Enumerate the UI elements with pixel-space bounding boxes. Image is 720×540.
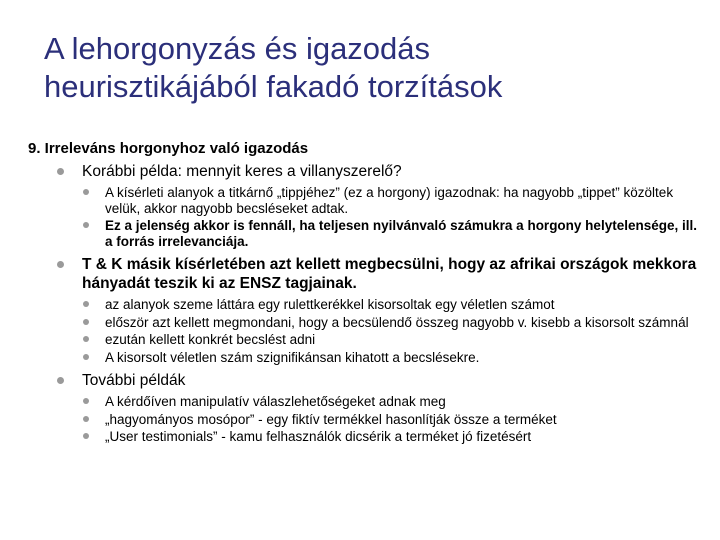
sub-bullet-text: „hagyományos mosópor” - egy fiktív termékkel hasonlítják össze a terméket — [105, 411, 557, 427]
sub-bullet-item — [28, 185, 708, 216]
bullet-item — [28, 162, 708, 181]
sub-bullet-item — [28, 429, 708, 445]
sub-list — [28, 297, 708, 365]
sub-bullet-text: ezután kellett konkrét becslést adni — [105, 332, 316, 347]
bullet-text: T & K másik kísérletében azt kellett megbecsülni, hogy az afrikai országok mekkora hányadát teszik ki az ENSZ tagjainak. — [82, 256, 697, 292]
bullet-icon — [83, 433, 89, 439]
sub-bullet-text: „User testimonials” - kamu felhasználók dicsérik a terméket jó fizetésért — [105, 429, 532, 444]
sub-bullet-text: A kérdőíven manipulatív válaszlehetőségeket adnak meg — [105, 394, 446, 409]
sub-bullet-item — [28, 394, 708, 410]
sub-bullet-item — [28, 315, 708, 331]
sub-list — [28, 185, 708, 249]
slide-title-line-2: heurisztikájából fakadó torzítások — [44, 69, 503, 104]
bullet-icon — [83, 336, 89, 342]
sub-bullet-item — [28, 350, 708, 366]
slide-title-line-1: A lehorgonyzás és igazodás — [44, 31, 431, 66]
slide-title — [44, 30, 704, 106]
section-heading: 9. Irreleváns horgonyhoz való igazodás — [28, 140, 309, 157]
sub-bullet-text: A kísérleti alanyok a titkárnő „tippjéhez” (ez a horgony) igazodnak: ha nagyobb „tippet” közöltek velük, akkor nagyobb becsléseket adtak. — [105, 185, 674, 216]
sub-bullet-item — [28, 332, 708, 348]
bullet-icon — [83, 416, 89, 422]
bullet-icon — [57, 261, 64, 268]
sub-bullet-text: Ez a jelenség akkor is fennáll, ha teljesen nyilvánvaló számukra a horgony helytelensége, ill. a forrás irrelevanciája. — [105, 218, 697, 249]
bullet-item — [28, 371, 708, 390]
sub-bullet-item — [28, 218, 708, 249]
slide-body — [28, 139, 708, 451]
bullet-icon — [57, 377, 64, 384]
bullet-text: Korábbi példa: mennyit keres a villanyszerelő? — [82, 163, 402, 180]
sub-list — [28, 394, 708, 445]
bullet-icon — [57, 168, 64, 175]
bullet-icon — [83, 189, 89, 195]
bullet-icon — [83, 354, 89, 360]
sub-bullet-text: A kisorsolt véletlen szám szignifikánsan kihatott a becslésekre. — [105, 349, 480, 365]
bullet-icon — [83, 319, 89, 325]
sub-bullet-item — [28, 412, 708, 428]
sub-bullet-text: először azt kellett megmondani, hogy a becsülendő összeg nagyobb v. kisebb a kisorsolt számnál — [105, 314, 689, 330]
bullet-item — [28, 255, 708, 293]
sub-bullet-item — [28, 297, 708, 313]
bullet-text: További példák — [82, 372, 186, 389]
bullet-icon — [83, 398, 89, 404]
bullet-icon — [83, 222, 89, 228]
sub-bullet-text: az alanyok szeme láttára egy rulettkerékkel kisorsoltak egy véletlen számot — [105, 297, 555, 312]
bullet-icon — [83, 301, 89, 307]
